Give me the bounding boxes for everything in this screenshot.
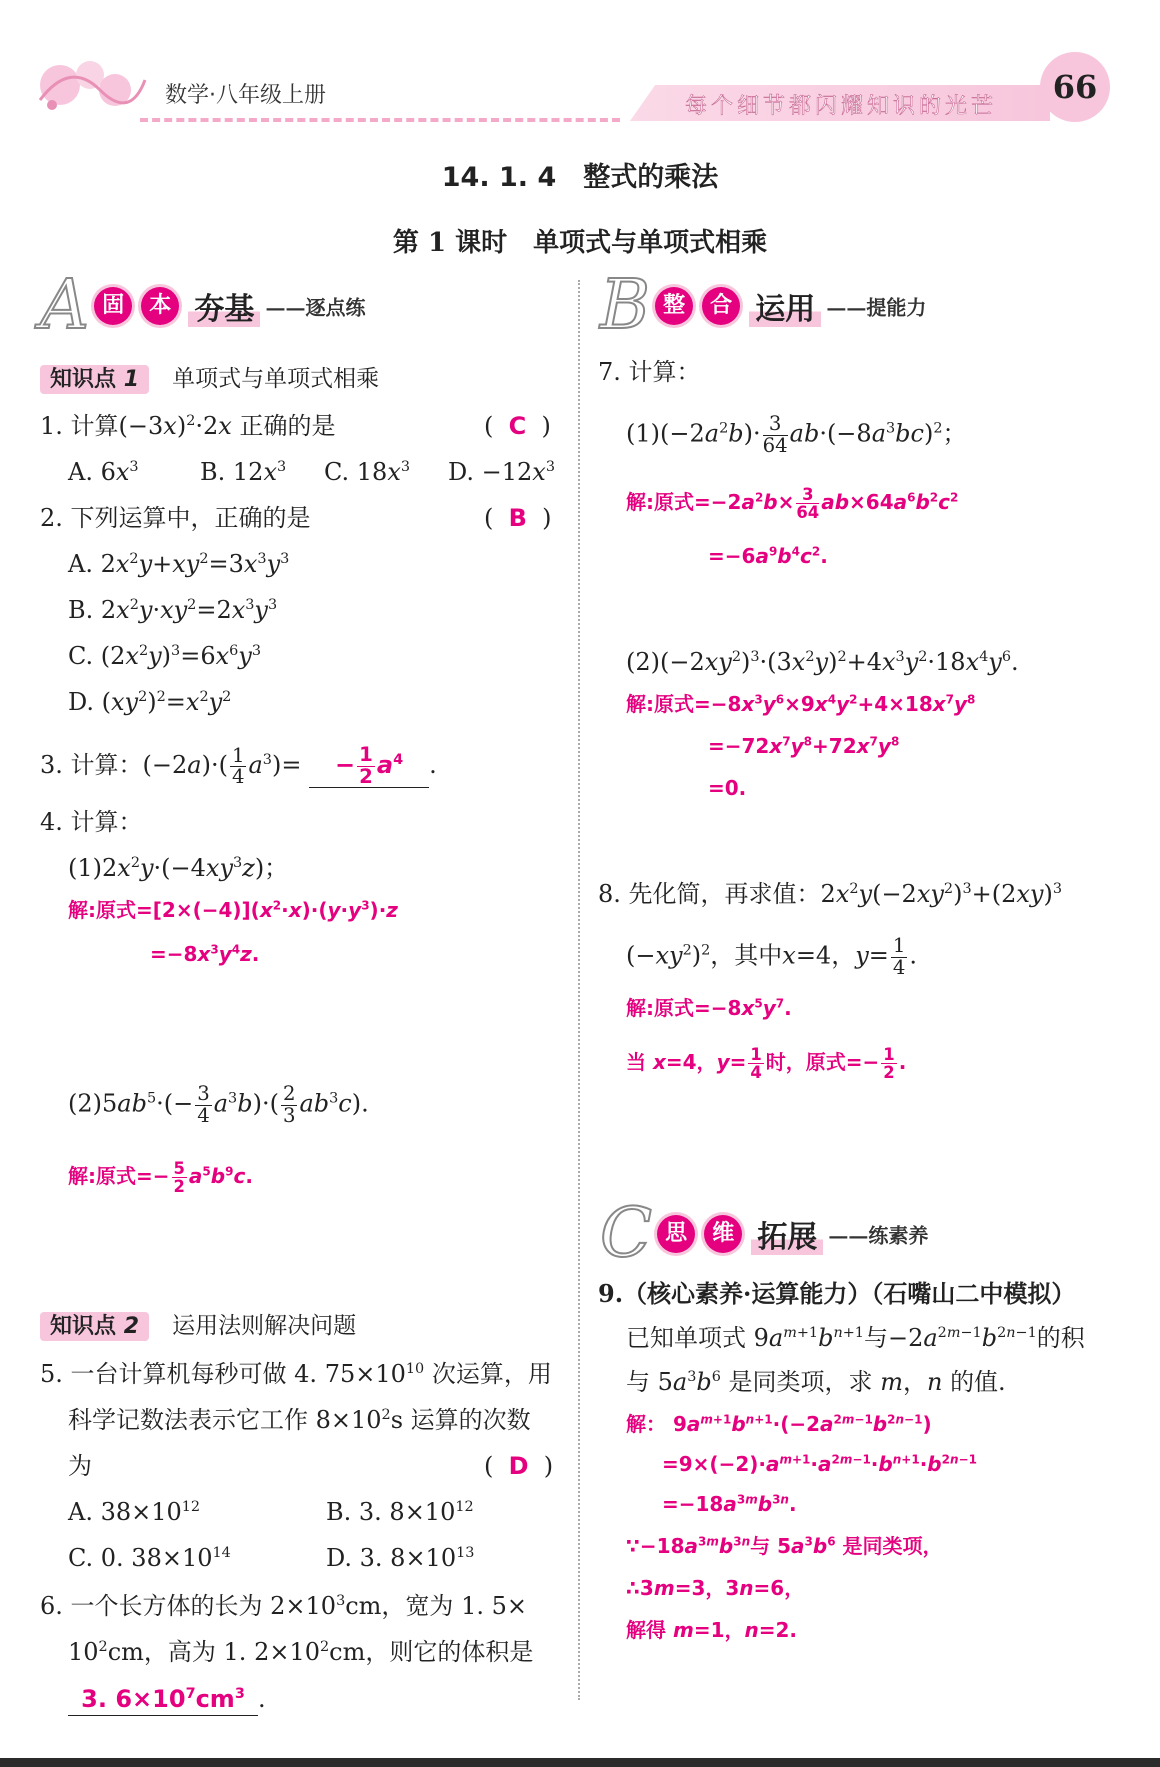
q9-solution-line4: $\because-18a^{3m}b^{3n}$与 $5a^3b^6$ 是同类项， <box>626 1534 943 1558</box>
q7-part2-solution-line2: $=-72x^7y^8+72x^7y^8$ <box>708 734 900 758</box>
q6-l1-prefix: 6. 一个长方体的长为 <box>40 1592 263 1620</box>
knowledge-point-1 <box>40 360 379 393</box>
q1-opt-c-label: C. <box>324 458 350 486</box>
q3-answer: − $\frac{1}{2}$ $a^4$ <box>335 743 404 788</box>
q8-line2: $(-xy^2)^2$，其中x=4，y= $\frac{1}{4}$ . <box>626 934 918 979</box>
section-b-sub: ——提能力 <box>826 295 927 320</box>
q9-l2-prefix: 已知单项式 <box>626 1324 746 1352</box>
q9-solution-line1: 解： $9a^{m+1}b^{n+1}\cdot(-2a^{2m-1}b^{2n-1})$ <box>626 1412 932 1436</box>
section-c-char1: 思 <box>657 1215 695 1253</box>
q4-part1: $(1)2x^2y\cdot(-4xy^3z)$； <box>68 854 289 882</box>
section-c-sub: ——练素养 <box>828 1223 929 1248</box>
section-a-char1: 固 <box>94 287 132 325</box>
q4-part2: $(2)5ab^5\cdot(-$ $\frac{3}{4}$ $a^3b)\cdot$( $\frac{2}{3}$ $ab^3c$). <box>68 1082 369 1127</box>
kp2-label: 知识点 <box>50 1314 117 1339</box>
q9-solution-line6: 解得 m=1，n=2. <box>626 1618 798 1642</box>
subtitle-num: 1 <box>427 228 447 258</box>
section-c-letter: C <box>600 1194 653 1273</box>
q6-l2-mid: cm，高为 <box>107 1638 216 1666</box>
section-b-letter: B <box>600 266 650 345</box>
q9-solution-line3: $=-18a^{3m}b^{3n}$. <box>662 1492 797 1516</box>
q8-line1: 8. 先化简，再求值：$2x^2y(-2xy^2)^3+(2xy)^3$ <box>598 880 1062 908</box>
q5-answer-slot: ( D ) <box>484 1452 554 1480</box>
q3-prefix: 3. 计算： <box>40 751 143 780</box>
section-b-char2: 合 <box>702 287 740 325</box>
q9-solution-line5: ∴3m=3，3n=6， <box>626 1576 805 1600</box>
q5-line3: 为 <box>68 1452 92 1480</box>
q6-line2: $10^2cm$，高为 1. $2\times 10^2cm$，则它的体积是 <box>68 1638 534 1666</box>
section-c-title: 拓展 <box>751 1220 823 1255</box>
book-label: 数学·八年级上册 <box>165 83 326 108</box>
q1-opt-b-label: B. <box>200 458 226 486</box>
section-a-header <box>40 266 366 345</box>
q7-part2-solution-line1: 解:原式$=-8x^3y^6\times 9x^4y^2+4\times 18x^7y^8$ <box>626 692 976 716</box>
q2-option-c: C. $(2x^2y)^3=6x^6y^3$ <box>68 642 262 670</box>
q5-l1-prefix: 5. 一台计算机每秒可做 <box>40 1360 287 1388</box>
q1-suffix: 正确的是 <box>239 412 336 440</box>
q1-option-c: C. $18x^3$ <box>324 458 411 486</box>
q9-l2-suffix: 的积 <box>1036 1324 1085 1352</box>
q9-line3: 与 $5a^3b^6$ 是同类项，求 m，n 的值. <box>626 1368 1006 1396</box>
q1-stem: 1. 计算$(-3x)^2\cdot 2x$ 正确的是 <box>40 412 336 440</box>
column-divider <box>578 280 580 1700</box>
knowledge-point-2 <box>40 1307 356 1340</box>
q6-answer-blank <box>68 1683 258 1716</box>
q2-answer-slot: ( B ) <box>484 504 552 532</box>
q5-option-c: C. 0. $38\times 10^{14}$ <box>68 1544 231 1572</box>
q7-part1: $(1)(-2a^2b)\cdot$ $\frac{3}{64}$ $ab\cdot(-8a^3bc)^2$； <box>626 412 967 457</box>
q5-option-b: B. 3. $8\times 10^{12}$ <box>326 1498 474 1526</box>
q9-solution-line2: $=9\times(-2)\cdot a^{m+1}\cdot a^{2m-1}\cdot b^{n+1}\cdot b^{2n-1}$ <box>662 1452 977 1476</box>
q1-answer: C <box>508 412 527 440</box>
section-b-header <box>600 266 927 345</box>
q5-line1: 5. 一台计算机每秒可做 4. $75\times 10^{10}$ 次运算，用 <box>40 1360 552 1388</box>
q5-l2-suffix: s 运算的次数 <box>390 1406 531 1434</box>
q9-l2-mid: 与 <box>863 1324 888 1352</box>
q7-part1-solution-line2: $=-6a^9b^4c^2$. <box>708 544 828 568</box>
kp2-badge <box>40 1312 149 1341</box>
section-c-char2: 维 <box>704 1215 742 1253</box>
q7-part2: $(2)(-2xy^2)^3\cdot(3x^2y)^2+4x^3y^2\cdot 18x^4y^6$. <box>626 648 1019 676</box>
q6-l1-mid: cm，宽为 <box>345 1592 454 1620</box>
q4-sol-label-2: 解:原式 <box>68 1164 136 1189</box>
q4-part2-solution: 解:原式=− $\frac{5}{2}$ $a^5b^9c$. <box>68 1159 253 1197</box>
q5-l2-prefix: 科学记数法表示它工作 <box>68 1406 308 1434</box>
q9-l3-prefix: 与 <box>626 1368 650 1396</box>
kp2-num: 2 <box>123 1314 139 1339</box>
q9-l3-end: 的值. <box>950 1368 1006 1396</box>
section-a-letter: A <box>40 266 90 345</box>
section-a-sub: ——逐点练 <box>265 295 366 320</box>
q9-l3-suffix: 是同类项，求 <box>728 1368 873 1396</box>
q9-final-prefix: 解得 <box>626 1618 666 1642</box>
q9-tag: 9.（核心素养·运算能力）（石嘴山二中模拟） <box>598 1279 1076 1308</box>
q9-line2: 已知单项式 $9a^{m+1}b^{n+1}$与$-2a^{2m-1}b^{2n-1}$的积 <box>626 1324 1085 1352</box>
q6-line3: 3. $6\times 10^7cm^3$ . <box>68 1683 266 1716</box>
q5-answer: D <box>508 1452 529 1480</box>
header-dashes <box>140 118 620 122</box>
subtitle-prefix: 第 <box>392 228 419 258</box>
q6-answer: 3. $6\times 10^7cm^3$ <box>81 1685 245 1713</box>
q6-line1: 6. 一个长方体的长为 $2\times 10^3cm$，宽为 1. 5× <box>40 1592 527 1620</box>
q8-prefix: 8. 先化简，再求值： <box>598 880 821 908</box>
q8-solution-line1: 解:原式$=-8x^5y^7$. <box>626 996 792 1020</box>
q4-sol-label-1: 解:原式 <box>68 898 136 922</box>
q1-answer-slot: ( C ) <box>484 412 551 440</box>
q1-opt-d-label: D. <box>448 458 475 486</box>
q5-option-a: A. $38\times 10^{12}$ <box>68 1498 201 1526</box>
q7-part1-solution-line1: 解:原式$=-2a^2b\times$ $\frac{3}{64}$ $ab\times 64a^6b^2c^2$ <box>626 485 959 523</box>
q2-option-b: B. $2x^2y\cdot xy^2=2x^3y^3$ <box>68 596 278 624</box>
q3: 3. 计算：(−2a)·( $\frac{1}{4}$ $a^3)=$ − $\frac{1}{2}$ $a^4$ . <box>40 743 437 789</box>
q6-l2-suffix: cm，则它的体积是 <box>329 1638 534 1666</box>
page-number: 66 <box>1052 68 1098 106</box>
q7-prefix: 7. 计算： <box>598 358 701 386</box>
kp2-title: 运用法则解决问题 <box>172 1313 357 1339</box>
q1-prefix: 1. 计算 <box>40 412 119 440</box>
kp1-num: 1 <box>123 367 139 392</box>
q4-part1-solution-line1: 解:原式$=[2\times(-4)](x^2\cdot x)\cdot(y\cdot y^3)\cdot z$ <box>68 898 398 922</box>
q8-mid: ，其中 <box>710 941 783 970</box>
q7-part2-solution-line3: =0. <box>708 776 747 800</box>
q8-solution-line2: 当 x=4，y= $\frac{1}{4}$ 时，原式=− $\frac{1}{2}$ . <box>626 1045 907 1083</box>
page-title: 14. 1. 4 整式的乘法 <box>441 162 719 193</box>
q2-option-a: A. $2x^2y+xy^2=3x^3y^3$ <box>68 550 290 578</box>
q1-option-b: B. $12x^3$ <box>200 458 287 486</box>
subtitle-rest: 课时 单项式与单项式相乘 <box>455 228 768 258</box>
floral-ornament-icon <box>30 50 150 120</box>
q9-same-type: 是同类项， <box>842 1534 943 1558</box>
q9-sol-prefix: 解： <box>626 1412 666 1436</box>
lesson-subtitle <box>0 222 1160 259</box>
kp1-title: 单项式与单项式相乘 <box>172 366 380 392</box>
q2-answer: B <box>508 504 527 532</box>
q1-option-d: D. $-12x^3$ <box>448 458 555 486</box>
section-a-title: 夯基 <box>188 292 260 327</box>
kp1-label: 知识点 <box>50 367 117 392</box>
q2-option-d: D. $(xy^2)^2=x^2y^2$ <box>68 688 232 716</box>
section-b-title: 运用 <box>749 292 821 327</box>
motto: 每个细节都闪耀知识的光芒 <box>685 94 998 119</box>
q5-l1-suffix: 次运算，用 <box>431 1360 552 1388</box>
header <box>0 40 1160 130</box>
q5-line2: 科学记数法表示它工作 $8\times 10^2s$ 运算的次数 <box>68 1406 531 1434</box>
bottom-bar <box>0 1758 1160 1767</box>
q5-option-d: D. 3. $8\times 10^{13}$ <box>326 1544 475 1572</box>
q4-part1-solution-line2: $=-8x^3y^4z$. <box>150 942 260 966</box>
section-a-char2: 本 <box>141 287 179 325</box>
section-b-char1: 整 <box>655 287 693 325</box>
q4-prefix: 4. 计算： <box>40 808 143 836</box>
section-c-header <box>600 1194 929 1273</box>
q1-option-a: A. $6x^3$ <box>68 458 139 486</box>
q3-answer-blank <box>309 745 429 788</box>
q1-opt-a-label: A. <box>68 458 93 486</box>
kp1-badge <box>40 365 149 394</box>
q2-stem: 2. 下列运算中，正确的是 <box>40 504 311 532</box>
